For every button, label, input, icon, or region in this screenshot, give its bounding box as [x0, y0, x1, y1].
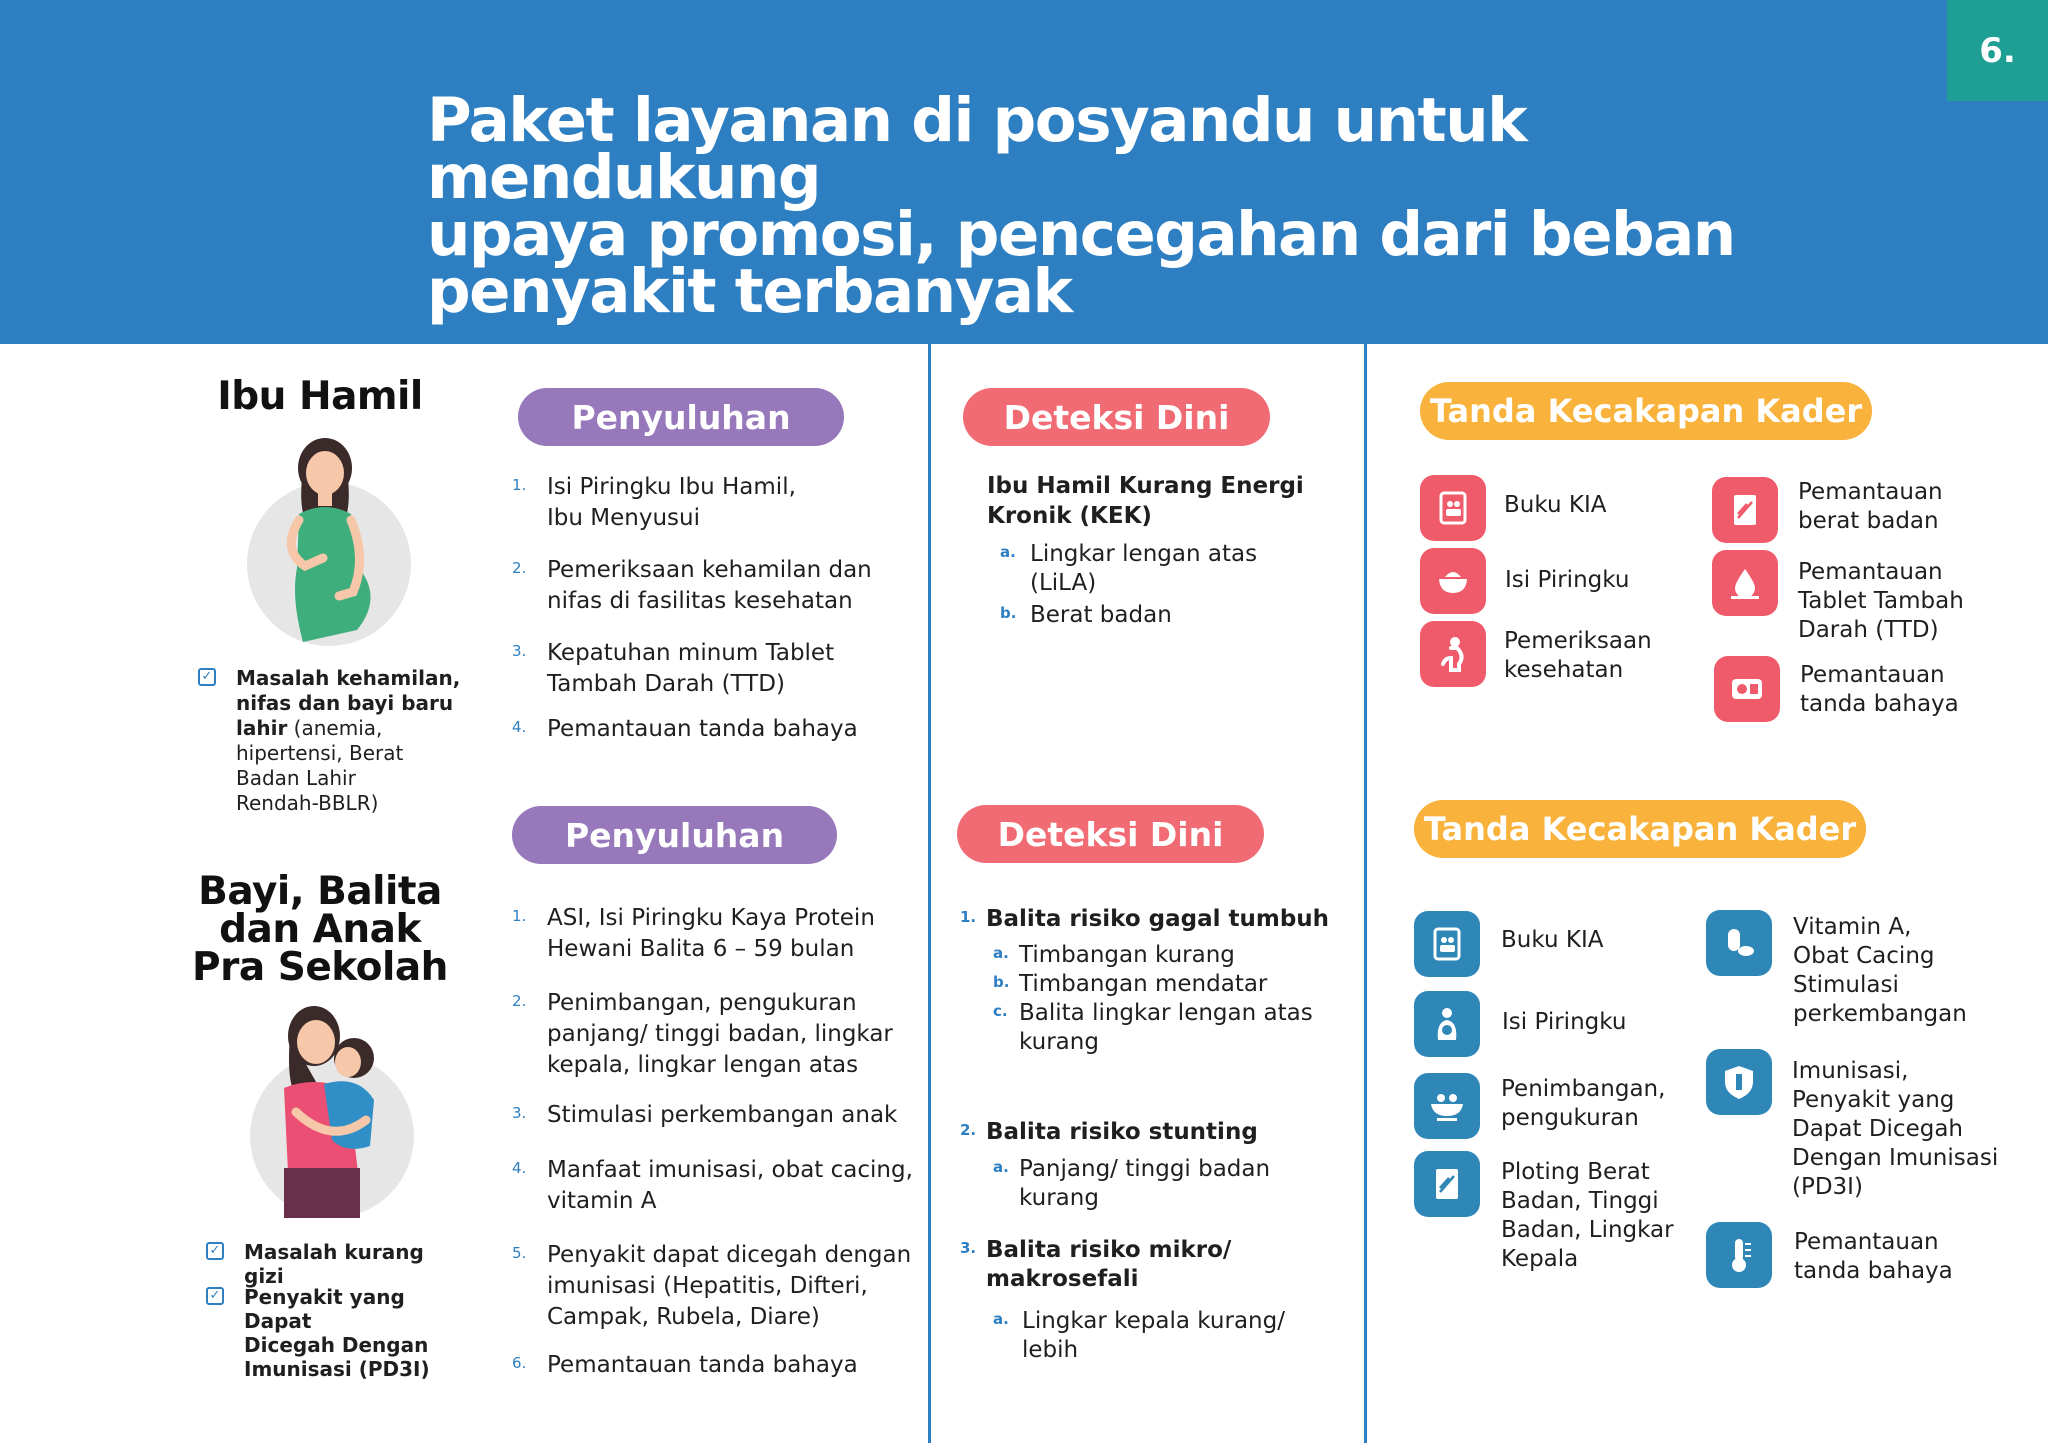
kader-label: Isi Piringku	[1505, 567, 1630, 593]
vitamin-icon	[1706, 910, 1772, 976]
list-text: Manfaat imunisasi, obat cacing,	[547, 1157, 913, 1183]
detection-text: Balita lingkar lengan atas	[1019, 1000, 1313, 1026]
scale-icon	[1414, 1073, 1480, 1139]
shield-vaccine-icon	[1706, 1049, 1772, 1115]
heading-line: dan Anak	[219, 907, 421, 952]
detection-heading	[987, 471, 1304, 531]
heading-line: Bayi, Balita	[198, 869, 442, 914]
bowl-icon	[1420, 548, 1486, 614]
detection-text: Timbangan kurang	[1019, 942, 1235, 968]
checkbox-icon: ✓	[198, 668, 216, 686]
category-heading-ibu-hamil: Ibu Hamil	[217, 374, 423, 419]
list-text: Penyakit dapat dicegah dengan	[547, 1242, 912, 1268]
list-number: 4.	[512, 1159, 527, 1177]
mother-baby-icon	[1414, 991, 1480, 1057]
chart-paper-icon	[1414, 1151, 1480, 1217]
list-text: Penimbangan, pengukuran	[547, 990, 857, 1016]
title-line: upaya promosi, pencegahan dari beban	[427, 199, 1735, 270]
category-heading-balita	[180, 869, 460, 990]
list-text: Isi Piringku Ibu Hamil,	[547, 474, 796, 500]
kader-label	[1798, 478, 1943, 536]
section-pill-kader: Tanda Kecakapan Kader	[1420, 382, 1872, 440]
kader-label	[1501, 1075, 1665, 1133]
kader-label-line: perkembangan	[1793, 1001, 1967, 1027]
kader-label-line: Tablet Tambah	[1798, 588, 1964, 614]
list-letter: a.	[993, 1310, 1009, 1328]
section-pill-deteksi-dini: Deteksi Dini	[963, 388, 1270, 446]
kader-label-line: Kepala	[1501, 1246, 1579, 1272]
kader-label	[1793, 913, 1967, 1029]
list-letter: c.	[993, 1002, 1008, 1020]
column-divider	[928, 344, 931, 1443]
list-text: imunisasi (Hepatitis, Difteri,	[547, 1273, 868, 1299]
detection-text: Timbangan mendatar	[1019, 971, 1268, 997]
issue-text: Penyakit yang Dapat	[244, 1285, 405, 1333]
kader-label-line: tanda bahaya	[1800, 691, 1959, 717]
list-number: 2.	[512, 559, 527, 577]
list-letter: b.	[1000, 604, 1017, 622]
list-text: nifas di fasilitas kesehatan	[547, 588, 853, 614]
kader-label-line: Pemantauan	[1798, 479, 1943, 505]
issue-text: Masalah kurang gizi	[244, 1240, 424, 1288]
list-number: 1.	[512, 907, 527, 925]
heading-line: Pra Sekolah	[192, 945, 448, 990]
checkbox-icon: ✓	[206, 1287, 224, 1305]
kader-label	[1798, 558, 1964, 645]
list-number: 2.	[960, 1121, 977, 1139]
issue-text: Masalah kehamilan,	[236, 666, 461, 690]
list-number: 4.	[512, 718, 527, 736]
issue-text: Badan Lahir	[236, 766, 356, 790]
list-number: 3.	[512, 642, 527, 660]
kader-label-line: Dengan Imunisasi	[1792, 1145, 1999, 1171]
kader-label-line: tanda bahaya	[1794, 1258, 1953, 1284]
list-number: 1.	[512, 476, 527, 494]
thermometer-icon	[1706, 1222, 1772, 1288]
list-text: vitamin A	[547, 1188, 657, 1214]
kader-label-line: berat badan	[1798, 508, 1939, 534]
title-line: Paket layanan di posyandu untuk mendukung	[427, 85, 1527, 213]
kader-label	[1501, 1158, 1674, 1274]
detection-text: Panjang/ tinggi badan	[1019, 1156, 1271, 1182]
detection-text: kurang	[1019, 1029, 1099, 1055]
list-text: ASI, Isi Piringku Kaya Protein	[547, 905, 875, 931]
list-number: 1.	[960, 908, 977, 926]
issue-text: Rendah-BBLR)	[236, 791, 379, 815]
list-text: Pemeriksaan kehamilan dan	[547, 557, 872, 583]
kader-label-line: Badan, Tinggi	[1501, 1188, 1659, 1214]
kader-label-line: Imunisasi,	[1792, 1058, 1909, 1084]
detection-heading-text: Balita risiko gagal tumbuh	[986, 906, 1330, 932]
kader-label-line: Obat Cacing	[1793, 943, 1935, 969]
kader-label	[1792, 1057, 1998, 1202]
kader-label-line: Badan, Lingkar	[1501, 1217, 1674, 1243]
list-number: 6.	[512, 1354, 527, 1372]
detection-text: Berat badan	[1030, 602, 1172, 628]
kader-label-line: Pemantauan	[1798, 559, 1943, 585]
kader-label-line: Pemeriksaan	[1504, 628, 1652, 654]
checkbox-icon: ✓	[206, 1242, 224, 1260]
column-divider	[1364, 344, 1367, 1443]
kader-label	[1794, 1228, 1953, 1286]
page-number-badge: 6.	[1947, 0, 2048, 101]
book-icon	[1420, 475, 1486, 541]
section-pill-penyuluhan: Penyuluhan	[512, 806, 837, 864]
section-pill-deteksi-dini: Deteksi Dini	[957, 805, 1264, 863]
kader-label-line: Dapat Dicegah	[1792, 1116, 1963, 1142]
detection-heading-text: Kronik (KEK)	[987, 503, 1152, 529]
kader-label: Buku KIA	[1501, 927, 1604, 953]
list-text: Stimulasi perkembangan anak	[547, 1102, 898, 1128]
kader-label: Isi Piringku	[1502, 1009, 1627, 1035]
list-letter: a.	[1000, 543, 1016, 561]
issue-text: lahir	[236, 716, 288, 740]
list-number: 5.	[512, 1244, 527, 1262]
title-line: penyakit terbanyak	[427, 256, 1072, 327]
kader-label-line: pengukuran	[1501, 1105, 1639, 1131]
kader-label-line: Pemantauan	[1800, 662, 1945, 688]
kader-label	[1800, 661, 1959, 719]
detection-text: (LiLA)	[1030, 570, 1097, 596]
list-text: kepala, lingkar lengan atas	[547, 1052, 859, 1078]
detection-heading-text: Balita risiko mikro/	[986, 1237, 1232, 1263]
list-letter: a.	[993, 944, 1009, 962]
issue-text: Imunisasi (PD3I)	[244, 1357, 430, 1381]
issue-text: hipertensi, Berat	[236, 741, 404, 765]
list-text: Kepatuhan minum Tablet	[547, 640, 835, 666]
blood-drop-icon	[1712, 550, 1778, 616]
kader-label-line: Darah (TTD)	[1798, 617, 1939, 643]
kader-label-line: (PD3I)	[1792, 1174, 1863, 1200]
detection-text: Lingkar lengan atas	[1030, 541, 1258, 567]
issue-text: nifas dan bayi baru	[236, 691, 454, 715]
list-letter: b.	[993, 973, 1010, 991]
kader-label-line: Vitamin A,	[1793, 914, 1912, 940]
detection-heading-text: makrosefali	[986, 1266, 1139, 1292]
detection-heading-text: Balita risiko stunting	[986, 1119, 1258, 1145]
kader-label-line: Ploting Berat	[1501, 1159, 1650, 1185]
list-text: Pemantauan tanda bahaya	[547, 1352, 858, 1378]
list-text: Ibu Menyusui	[547, 505, 700, 531]
section-pill-kader: Tanda Kecakapan Kader	[1414, 800, 1866, 858]
detection-text: Lingkar kepala kurang/	[1022, 1308, 1285, 1334]
list-number: 3.	[512, 1104, 527, 1122]
list-number: 2.	[512, 992, 527, 1010]
list-text: Tambah Darah (TTD)	[547, 671, 785, 697]
monitor-icon	[1714, 656, 1780, 722]
book-icon	[1414, 911, 1480, 977]
kader-label: Buku KIA	[1504, 492, 1607, 518]
list-text: panjang/ tinggi badan, lingkar	[547, 1021, 893, 1047]
kader-label-line: Penimbangan,	[1501, 1076, 1666, 1102]
list-text: Hewani Balita 6 – 59 bulan	[547, 936, 855, 962]
detection-text: lebih	[1022, 1337, 1079, 1363]
pregnant-icon	[1420, 621, 1486, 687]
list-text: Campak, Rubela, Diare)	[547, 1304, 820, 1330]
list-letter: a.	[993, 1158, 1009, 1176]
kader-label-line: Stimulasi	[1793, 972, 1899, 998]
kader-label-line: kesehatan	[1504, 657, 1624, 683]
issue-text: (anemia,	[287, 716, 383, 740]
kader-label-line: Penyakit yang	[1792, 1087, 1955, 1113]
kader-label-line: Pemantauan	[1794, 1229, 1939, 1255]
list-number: 3.	[960, 1239, 977, 1257]
kader-label	[1504, 627, 1652, 685]
section-pill-penyuluhan: Penyuluhan	[518, 388, 844, 446]
chart-paper-icon	[1712, 477, 1778, 543]
list-text: Pemantauan tanda bahaya	[547, 716, 858, 742]
detection-text: kurang	[1019, 1185, 1099, 1211]
page-title	[427, 85, 1867, 327]
issue-text: Dicegah Dengan	[244, 1333, 429, 1357]
detection-heading-text: Ibu Hamil Kurang Energi	[987, 473, 1304, 499]
